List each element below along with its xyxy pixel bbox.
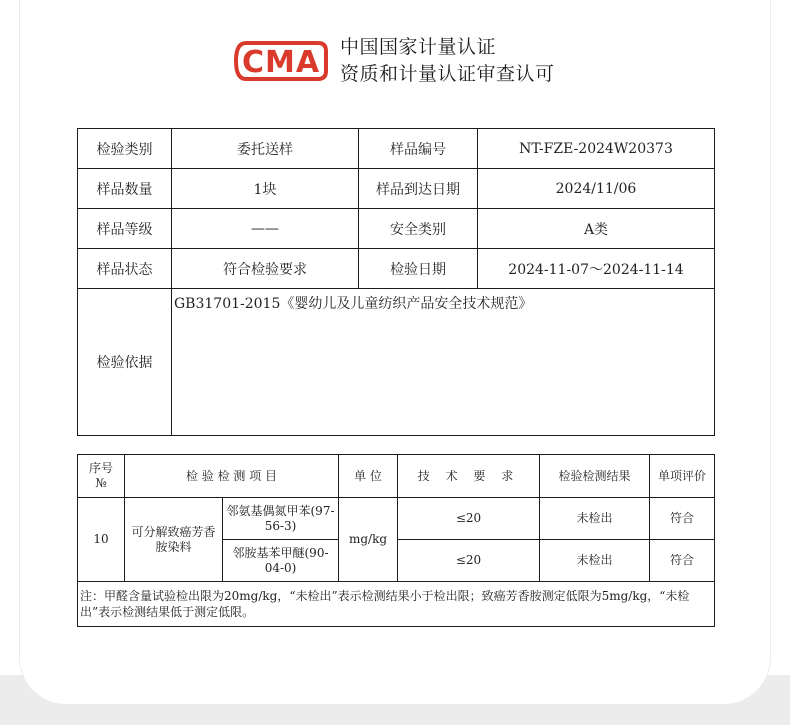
seq-cell: 10	[78, 498, 125, 582]
label-cell: 样品等级	[78, 209, 172, 249]
table-row	[78, 209, 715, 249]
value-cell: NT-FZE-2024W20373	[478, 129, 715, 169]
basis-label: 检验依据	[78, 289, 172, 436]
test-result-table	[77, 454, 715, 627]
sample-info-table	[77, 128, 715, 436]
value-cell: 2024-11-07～2024-11-14	[478, 249, 715, 289]
label-cell: 检验日期	[359, 249, 478, 289]
seq-header-symbol: №	[95, 476, 107, 490]
value-cell: 1块	[172, 169, 359, 209]
evaluation-cell: 符合	[650, 498, 715, 540]
table-row	[78, 249, 715, 289]
basis-value: GB31701-2015《婴幼儿及儿童纺织产品安全技术规范》	[172, 289, 715, 436]
seq-header-label: 序号	[88, 461, 113, 475]
table-row	[78, 169, 715, 209]
header-line-1: 中国国家计量认证	[340, 36, 497, 58]
label-cell: 样品数量	[78, 169, 172, 209]
label-cell: 样品状态	[78, 249, 172, 289]
requirement-header: 技 术 要 求	[398, 455, 540, 498]
table-row-basis	[78, 289, 715, 436]
result-cell: 未检出	[540, 498, 650, 540]
item-name-cell: 邻氨基偶氮甲苯(97-56-3)	[223, 498, 339, 540]
table-row	[78, 498, 715, 540]
label-cell: 样品到达日期	[359, 169, 478, 209]
label-cell: 检验类别	[78, 129, 172, 169]
item-header: 检 验 检 测 项 目	[125, 455, 339, 498]
value-cell: A类	[478, 209, 715, 249]
label-cell: 样品编号	[359, 129, 478, 169]
header-line-2: 资质和计量认证审查认可	[340, 63, 555, 85]
value-cell: ——	[172, 209, 359, 249]
unit-header: 单 位	[339, 455, 398, 498]
result-header: 检验检测结果	[540, 455, 650, 498]
note-cell: 注：甲醛含量试验检出限为20mg/kg，“未检出”表示检测结果小于检出限；致癌芳香胺测定低限为5mg/kg，“未检出”表示检测结果低于测定低限。	[78, 582, 715, 627]
result-cell: 未检出	[540, 540, 650, 582]
requirement-cell: ≤20	[398, 498, 540, 540]
evaluation-cell: 符合	[650, 540, 715, 582]
value-cell: 委托送样	[172, 129, 359, 169]
unit-cell: mg/kg	[339, 498, 398, 582]
category-cell: 可分解致癌芳香胺染料	[125, 498, 223, 582]
table-note-row	[78, 582, 715, 627]
cma-logo-icon	[232, 39, 330, 83]
table-row	[78, 129, 715, 169]
value-cell: 符合检验要求	[172, 249, 359, 289]
table-header-row	[78, 455, 715, 498]
cma-logo-text: CMA	[241, 45, 321, 80]
certification-header	[340, 34, 555, 88]
label-cell: 安全类别	[359, 209, 478, 249]
evaluation-header: 单项评价	[650, 455, 715, 498]
value-cell: 2024/11/06	[478, 169, 715, 209]
requirement-cell: ≤20	[398, 540, 540, 582]
seq-header	[78, 455, 125, 498]
item-name-cell: 邻胺基苯甲醚(90-04-0)	[223, 540, 339, 582]
